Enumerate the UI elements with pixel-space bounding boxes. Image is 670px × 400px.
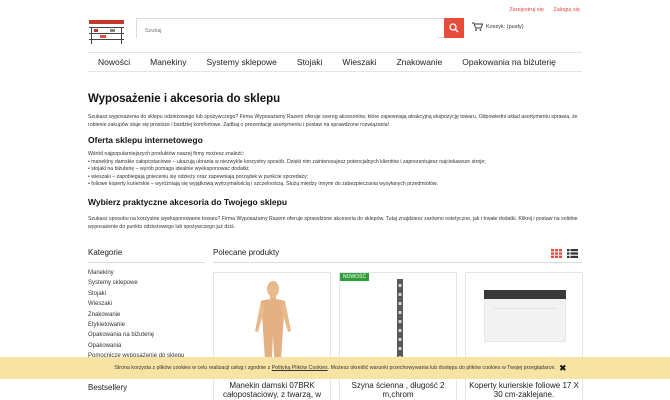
nav-item-znakowanie[interactable]: Znakowanie <box>396 57 443 67</box>
logo[interactable] <box>88 18 125 45</box>
promoted-title: Polecane produkty <box>213 248 280 257</box>
category-sidebar <box>88 248 205 362</box>
sidebar-item-etykietowanie[interactable]: Etykietowanie <box>88 322 126 329</box>
sidebar-item-opakowania-na-bizuterie[interactable]: Opakowania na biżuterię <box>88 332 155 339</box>
sidebar-item-wieszaki[interactable]: Wieszaki <box>88 301 113 308</box>
grid-view-icon[interactable] <box>551 249 562 258</box>
courier-envelope-image <box>484 290 566 342</box>
close-icon[interactable]: ✖ <box>559 363 567 373</box>
login-link[interactable]: Zaloguj się <box>553 7 580 13</box>
nav-item-opakowania-na-bizuterie[interactable]: Opakowania na biżuterię <box>462 57 556 67</box>
choose-text: Szukasz sposobu na korzystne wyeksponowanie towaru? Firma Wyposażamy Razem oferuje sprawdzone akcesoria do sklepów. Tutaj znajdziesz zarówno estetyczne, jak i trwałe dodatki. Kliknij i postaw na solidne wyposażenie do punktu odzieżowego lub spożywczego już dziś. <box>88 215 578 230</box>
product-card[interactable] <box>465 272 583 400</box>
nav-item-systemy-sklepowe[interactable]: Systemy sklepowe <box>206 57 277 67</box>
product-card[interactable] <box>213 272 331 400</box>
sidebar-item-manekiny[interactable]: Manekiny <box>88 270 114 276</box>
sidebar-item-systemy-sklepowe[interactable]: Systemy sklepowe <box>88 280 138 287</box>
list-item: • foliowe koperty kurierskie – wyróżniają się wyjątkową wytrzymałością i szczelnością. Służą między innymi do zabezpieczania wysyłanych przedmiotów. <box>88 181 438 187</box>
bestsellers-title: Bestsellery <box>88 383 128 392</box>
list-view-icon[interactable] <box>567 249 578 258</box>
nav-item-manekiny[interactable]: Manekiny <box>150 57 187 67</box>
nav-item-wieszaki[interactable]: Wieszaki <box>342 57 377 67</box>
search-bar <box>136 18 464 38</box>
list-item: • stojaki na biżuterię – wyrób pomaga idealnie wyeksponować dodatki; <box>88 166 250 172</box>
new-badge: NOWOŚĆ <box>340 273 369 281</box>
cookie-text: Strona korzysta z plików cookies w celu realizacji usług i zgodnie z <box>114 365 271 371</box>
list-item: • wieszaki – zapobiegają gnieceniu się odzieży oraz zapewniają porządek w punkcie sprzedaży; <box>88 173 309 180</box>
cookie-policy-link[interactable]: Polityką Plików Cookies <box>271 365 328 371</box>
nav-item-nowosci[interactable]: Nowości <box>98 57 131 67</box>
divider <box>213 262 582 263</box>
offer-lead: Wśród najpopularniejszych produktów naszej firmy możesz znaleźć: <box>88 151 245 157</box>
main-content <box>88 93 582 231</box>
cookie-text-end: . Możesz określić warunki przechowywania lub dostępu do plików cookies w Twojej przeglądarce. <box>327 365 556 371</box>
search-icon <box>449 23 459 33</box>
product-name[interactable]: Koperty kurierskie foliowe 17 X 30 cm-zaklejane. <box>469 381 579 399</box>
search-input[interactable] <box>137 22 437 40</box>
sidebar-item-stojaki[interactable]: Stojaki <box>88 290 107 297</box>
top-links <box>501 7 580 13</box>
cart-icon <box>472 22 483 31</box>
cookie-banner <box>0 357 670 379</box>
offer-list <box>88 151 582 189</box>
cart[interactable] <box>472 22 524 31</box>
sidebar-title: Kategorie <box>88 248 205 263</box>
main-nav <box>88 52 582 72</box>
section-title-offer: Oferta sklepu internetowego <box>88 135 203 145</box>
product-name[interactable]: Manekin damski 07BRK całopostaciowy, z twarzą, w <box>222 381 322 399</box>
sidebar-item-znakowanie[interactable]: Znakowanie <box>88 311 121 318</box>
section-title-choose: Wybierz praktyczne akcesoria do Twojego sklepu <box>88 196 288 207</box>
view-switcher <box>551 249 578 258</box>
logo-icon <box>88 18 125 45</box>
product-name[interactable]: Szyna ścienna , długość 2 m,chrom <box>351 381 445 399</box>
sidebar-item-opakowania[interactable]: Opakowania <box>88 342 122 349</box>
cart-label: Koszyk: (pusty) <box>486 23 524 30</box>
product-card[interactable] <box>339 272 457 400</box>
nav-item-stojaki[interactable]: Stojaki <box>296 57 323 67</box>
intro-text: Szukasz wyposażenia do sklepu odzieżowego lub spożywczego? Firma Wyposażamy Razem oferuje szereg akcesoriów, które zapewniają atrakcyjną ekspozycję towaru. Odpowiedni układ asortymentu sprawia, że robienie zakupów staje się prostsze i bardziej komfortowe. Zadbaj o prezentację asortymentu i postaw na sprawdzone rozwiązania! <box>88 114 578 128</box>
page-title: Wyposażenie i akcesoria do sklepu <box>88 93 281 105</box>
list-item: • manekiny damskie całopostaciowe – ukazują ubrania w niezwykle korzystny sposób. Dzięki nim zainteresujesz potencjalnych klientów i zaprezentujesz najciekawsze stroje; <box>88 158 486 165</box>
register-link[interactable]: Zarejestruj się <box>509 7 544 13</box>
search-button[interactable] <box>444 18 464 38</box>
